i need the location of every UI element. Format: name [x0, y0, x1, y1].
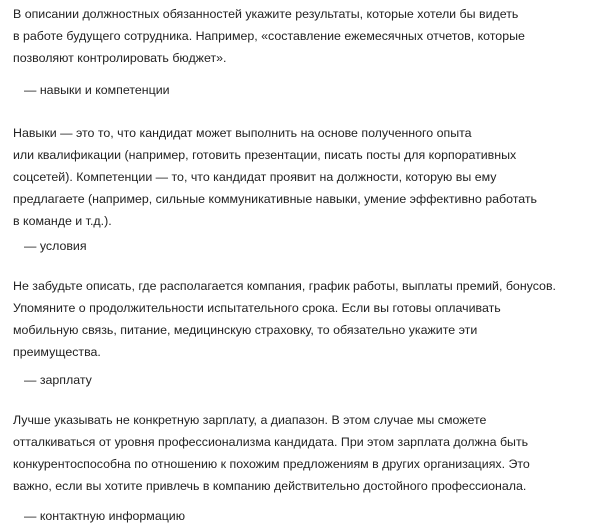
paragraph-line: Упомяните о продолжительности испытательного срока. Если вы готовы оплачивать [13, 301, 501, 315]
paragraph-line: Лучше указывать не конкретную зарплату, а диапазон. В этом случае мы сможете [13, 413, 487, 427]
paragraph-line: конкурентоспособна по отношению к похожим предложениям в других организациях. Это [13, 457, 530, 471]
paragraph-line: позволяют контролировать бюджет». [13, 51, 227, 65]
paragraph-salary [13, 409, 530, 497]
paragraph-line: мобильную связь, питание, медицинскую страховку, то обязательно укажите эти [13, 323, 478, 337]
paragraph-line: В описании должностных обязанностей укажите результаты, которые хотели бы видеть [13, 7, 519, 21]
paragraph-line: соцсетей). Компетенции — то, что кандидат проявит на должности, которую вы ему [13, 170, 497, 184]
paragraph-skills [13, 122, 537, 232]
bullet-skills: — навыки и компетенции [24, 83, 170, 97]
bullet-conditions: — условия [24, 239, 87, 253]
paragraph-line: Не забудьте описать, где располагается компания, график работы, выплаты премий, бонусов. [13, 279, 556, 293]
paragraph-conditions [13, 275, 556, 363]
paragraph-line: важно, если вы хотите привлечь в компанию действительно достойного профессионала. [13, 479, 527, 493]
paragraph-line: предлагаете (например, сильные коммуникативные навыки, умение эффективно работать [13, 192, 537, 206]
paragraph-responsibilities [13, 3, 525, 69]
bullet-contacts: — контактную информацию [24, 509, 186, 523]
paragraph-line: преимущества. [13, 345, 101, 359]
bullet-salary: — зарплату [24, 373, 92, 387]
paragraph-line: отталкиваться от уровня профессионализма кандидата. При этом зарплата должна быть [13, 435, 529, 449]
paragraph-line: в команде и т.д.). [13, 214, 112, 228]
paragraph-line: или квалификации (например, готовить презентации, писать посты для корпоративных [13, 148, 517, 162]
paragraph-line: в работе будущего сотрудника. Например, «составление ежемесячных отчетов, которые [13, 29, 525, 43]
paragraph-line: Навыки — это то, что кандидат может выполнить на основе полученного опыта [13, 126, 472, 140]
